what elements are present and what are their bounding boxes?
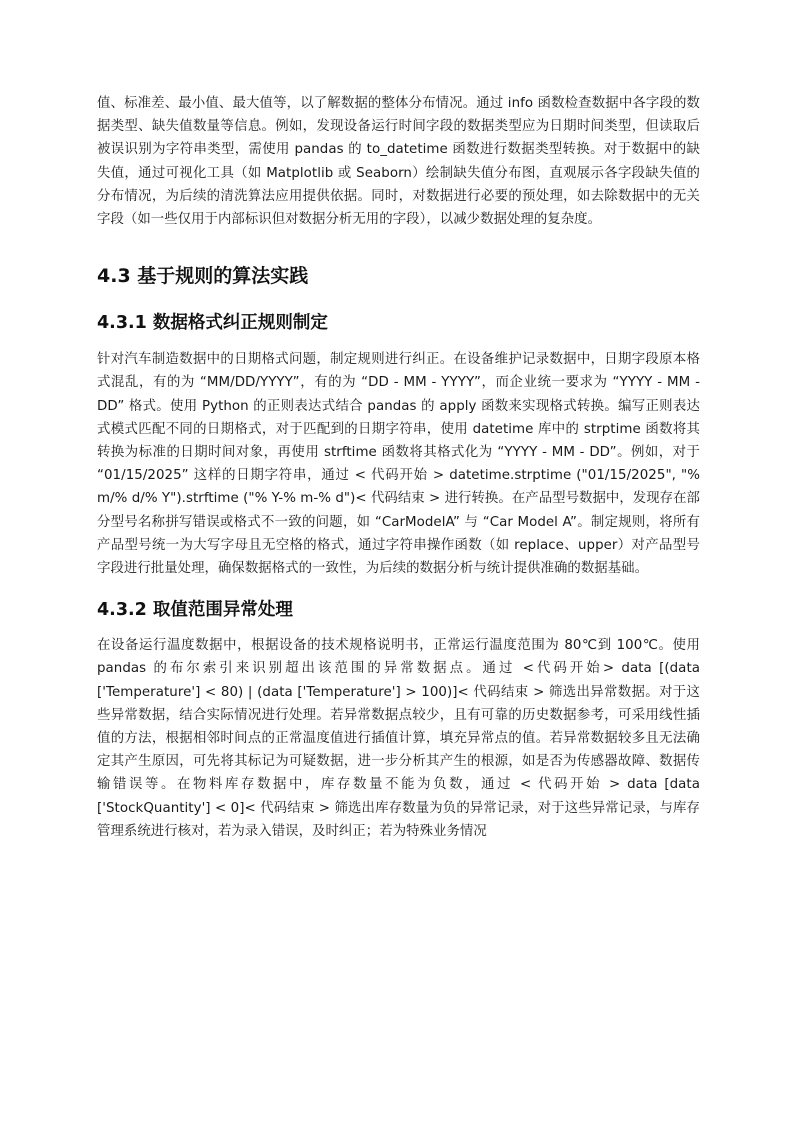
date-format-paragraph: 针对汽车制造数据中的日期格式问题，制定规则进行纠正。在设备维护记录数据中，日期字段原本格式混乱，有的为 “MM/DD/YYYY”，有的为 “DD - MM - YYYY”，而企业统一要求为 “YYYY - MM - DD” 格式。使用 Python 的正则表达式结合 pandas 的 apply 函数来实现格式转换。编写正则表达式模式匹配不同的日期格式，对于匹配到的日期字符串，使用 datetime 库中的 strptime 函数将其转换为标准的日期时间对象，再使用 strftime 函数将其格式化为 “YYYY - MM - DD”。例如，对于 “01/15/2025” 这样的日期字符串，通过 < 代码开始 > datetime.strptime ("01/15/2025", "% m/% d/% Y").strftime ("% Y-% m-% d")< 代码结束 > 进行转换。在产品型号数据中，发现存在部分型号名称拼写错误或格式不一致的问题，如 “CarModelA” 与 “Car Model A”。制定规则，将所有产品型号统一为大写字母且无空格的格式，通过字符串操作函数（如 replace、upper）对产品型号字段进行批量处理，确保数据格式的一致性，为后续的数据分析与统计提供准确的数据基础。	[97, 352, 700, 577]
subsection-heading-4-3-2: 4.3.2 取值范围异常处理	[97, 600, 293, 621]
document-page	[97, 92, 700, 843]
subsection-heading-4-3-1: 4.3.1 数据格式纠正规则制定	[97, 313, 328, 334]
section-heading-4-3: 4.3 基于规则的算法实践	[97, 265, 309, 288]
intro-paragraph: 值、标准差、最小值、最大值等，以了解数据的整体分布情况。通过 info 函数检查数据中各字段的数据类型、缺失值数量等信息。例如，发现设备运行时间字段的数据类型应为日期时间类型，但读取后被误识别为字符串类型，需使用 pandas 的 to_datetime 函数进行数据类型转换。对于数据中的缺失值，通过可视化工具（如 Matplotlib 或 Seaborn）绘制缺失值分布图，直观展示各字段缺失值的分布情况，为后续的清洗算法应用提供依据。同时，对数据进行必要的预处理，如去除数据中的无关字段（如一些仅用于内部标识但对数据分析无用的字段），以减少数据处理的复杂度。	[97, 96, 700, 228]
range-anomaly-paragraph: 在设备运行温度数据中，根据设备的技术规格说明书，正常运行温度范围为 80℃到 100℃。使用 pandas 的布尔索引来识别超出该范围的异常数据点。通过 <代码开始> data [(data ['Temperature'] < 80) | (data ['Temperature'] > 100)]< 代码结束 > 筛选出异常数据。对于这些异常数据，结合实际情况进行处理。若异常数据点较少，且有可靠的历史数据参考，可采用线性插值的方法，根据相邻时间点的正常温度值进行插值计算，填充异常点的值。若异常数据较多且无法确定其产生原因，可先将其标记为可疑数据，进一步分析其产生的根源，如是否为传感器故障、数据传输错误等。在物料库存数据中，库存数量不能为负数，通过 < 代码开始 > data [data ['StockQuantity'] < 0]< 代码结束 > 筛选出库存数量为负的异常记录，对于这些异常记录，与库存管理系统进行核对，若为录入错误，及时纠正；若为特殊业务情况	[97, 638, 700, 839]
